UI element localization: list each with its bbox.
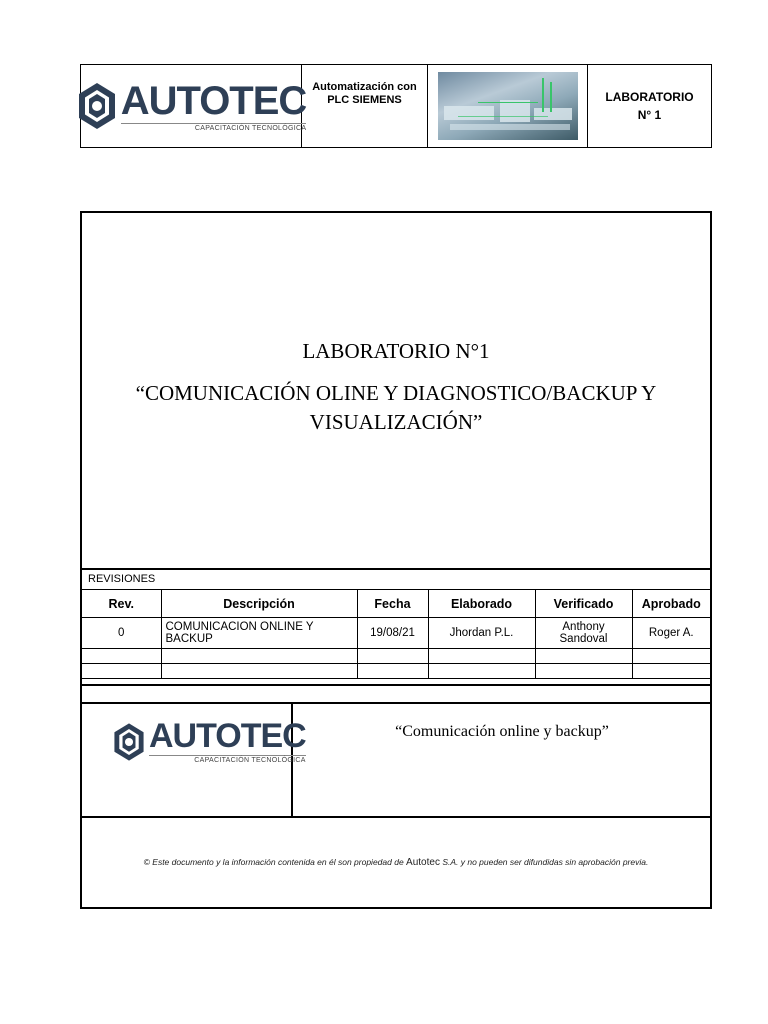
cell-verificado-line-2: Sandoval [559,633,608,645]
header-logo-cell [81,65,307,147]
hex-nut-icon [76,81,118,131]
course-line-1: Automatización con [312,81,417,93]
divider [82,816,710,818]
lab-label: LABORATORIO [605,90,694,104]
lab-number: N° 1 [637,108,662,122]
copyright-text-after: S.A. y no pueden ser difundidas sin aprobación previa. [439,857,649,867]
course-name-cell [302,65,428,147]
logo-tagline: CAPACITACIÓN TECNOLÓGICA [149,755,306,764]
table-row-empty [82,649,710,664]
lab-number-cell [588,65,711,147]
hex-nut-icon [112,721,146,763]
column-header-fecha: Fecha [357,590,428,618]
copyright-text-before: © Este documento y la información contenida en él son propiedad de [143,857,407,867]
copyright-notice [82,857,710,868]
table-row-empty [82,664,710,679]
industrial-plant-image [438,72,578,140]
divider [82,568,710,570]
lab-subtitle-line-1: “COMUNICACIÓN OLINE Y DIAGNOSTICO/BACKUP Y [135,381,657,405]
column-header-descripcion: Descripción [161,590,357,618]
document-header [80,64,712,148]
autotec-logo [76,78,307,132]
cell-fecha: 19/08/21 [357,618,428,649]
table-row [82,618,710,649]
cell-rev: 0 [82,618,161,649]
cell-verificado [535,618,632,649]
cell-descripcion [161,618,357,649]
column-header-aprobado: Aprobado [632,590,710,618]
cell-descripcion-line-2: BACKUP [165,633,213,645]
divider [82,684,710,686]
column-header-verificado: Verificado [535,590,632,618]
cell-aprobado: Roger A. [632,618,710,649]
revisions-table [82,589,710,679]
lab-subtitle-line-2: VISUALIZACIÓN” [309,410,483,434]
column-header-rev: Rev. [82,590,161,618]
header-image-cell [428,65,588,147]
course-line-2: PLC SIEMENS [327,94,402,106]
lab-title: LABORATORIO N°1 [302,339,490,363]
table-header-row [82,590,710,618]
copyright-brand: Autotec [406,857,440,868]
footer-logo [112,719,306,764]
revisions-label: REVISIONES [88,573,156,585]
logo-wordmark: AUTOTEC [120,78,307,123]
cell-elaborado: Jhordan P.L. [428,618,535,649]
lab-subtitle [102,379,690,437]
document-title: “Comunicación online y backup” [395,723,609,740]
cell-descripcion-line-1: COMUNICACION ONLINE Y [165,621,314,633]
column-header-elaborado: Elaborado [428,590,535,618]
cell-verificado-line-1: Anthony [562,621,605,633]
logo-wordmark: AUTOTEC [149,717,306,755]
autotec-logo [112,719,306,764]
cover-frame [80,211,712,909]
divider [82,702,710,704]
logo-tagline: CAPACITACIÓN TECNOLÓGICA [121,123,307,132]
